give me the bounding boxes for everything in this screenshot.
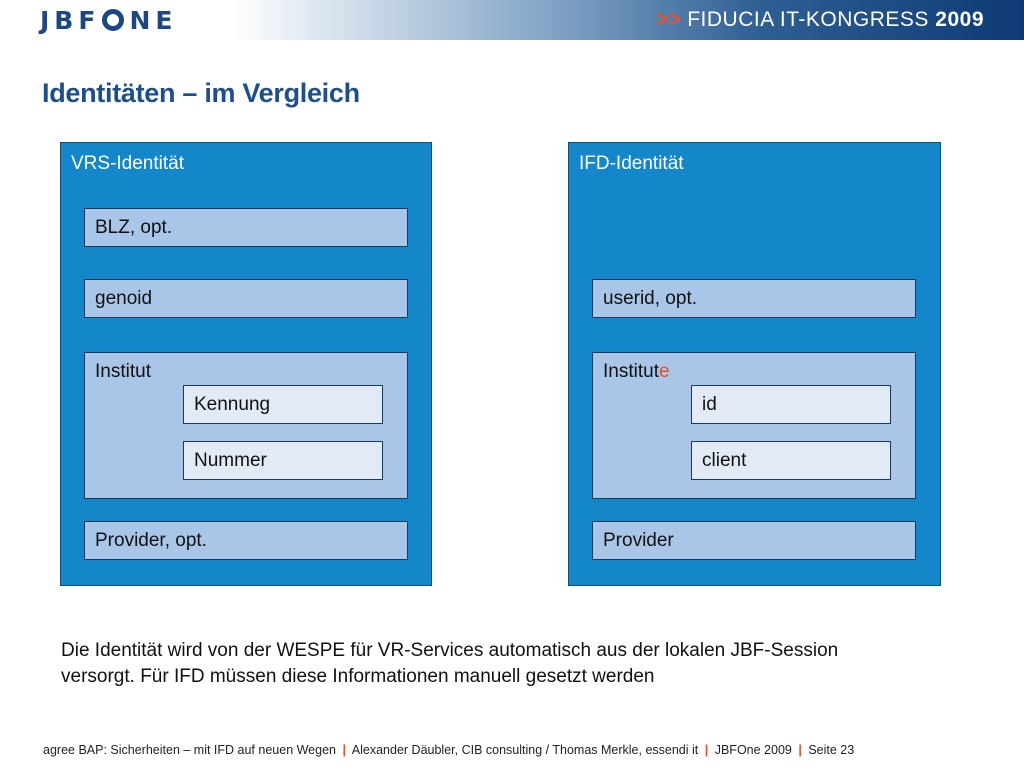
- congress-arrows: >>: [655, 8, 682, 31]
- congress-year: 2009: [935, 8, 984, 31]
- congress-title: [656, 8, 984, 32]
- ifd-subfield-client: client: [691, 441, 891, 480]
- ifd-subfield-id: id: [691, 385, 891, 424]
- footer-separator-1: |: [342, 743, 346, 757]
- ifd-institute-label-base: Institut: [603, 361, 659, 382]
- ifd-panel-title: IFD-Identität: [579, 153, 684, 174]
- ifd-field-userid: userid, opt.: [592, 279, 916, 318]
- caption-line-1: Die Identität wird von der WESPE für VR-Services automatisch aus der lokalen JBF-Session: [61, 640, 839, 661]
- vrs-field-genoid: genoid: [84, 279, 408, 318]
- footer-authors: Alexander Däubler, CIB consulting / Thomas Merkle, essendi it: [351, 743, 699, 757]
- header-band: [0, 0, 1024, 40]
- vrs-field-blz: BLZ, opt.: [84, 208, 408, 247]
- logo-text-right: NE: [129, 5, 178, 35]
- vrs-subfield-nummer: Nummer: [183, 441, 383, 480]
- vrs-institut-group: [84, 352, 408, 499]
- logo-ring-icon: [102, 9, 124, 31]
- congress-name: FIDUCIA IT-KONGRESS: [687, 8, 929, 31]
- logo-text-left: JBF: [40, 5, 101, 35]
- vrs-institut-label: Institut: [95, 361, 151, 382]
- slide-footer: [43, 743, 854, 757]
- footer-separator-2: |: [704, 743, 709, 757]
- caption-text: [61, 638, 961, 690]
- footer-separator-3: |: [798, 743, 802, 757]
- vrs-identity-panel: [60, 142, 432, 586]
- jbfone-logo: [40, 6, 177, 34]
- ifd-identity-panel: [568, 142, 941, 586]
- vrs-panel-title: VRS-Identität: [71, 153, 184, 174]
- vrs-subfield-kennung: Kennung: [183, 385, 383, 424]
- vrs-field-provider: Provider, opt.: [84, 521, 408, 560]
- footer-event: JBFOne 2009: [714, 743, 792, 757]
- ifd-field-provider: Provider: [592, 521, 916, 560]
- caption-line-2: versorgt. Für IFD müssen diese Informationen manuell gesetzt werden: [61, 666, 655, 687]
- ifd-institute-label-highlight: e: [658, 361, 670, 382]
- slide-title: Identitäten – im Vergleich: [42, 78, 360, 108]
- ifd-institute-label: [603, 361, 670, 383]
- footer-page-number: Seite 23: [808, 743, 855, 757]
- footer-talk-title: agree BAP: Sicherheiten – mit IFD auf neuen Wegen: [43, 743, 336, 757]
- ifd-institute-group: [592, 352, 916, 499]
